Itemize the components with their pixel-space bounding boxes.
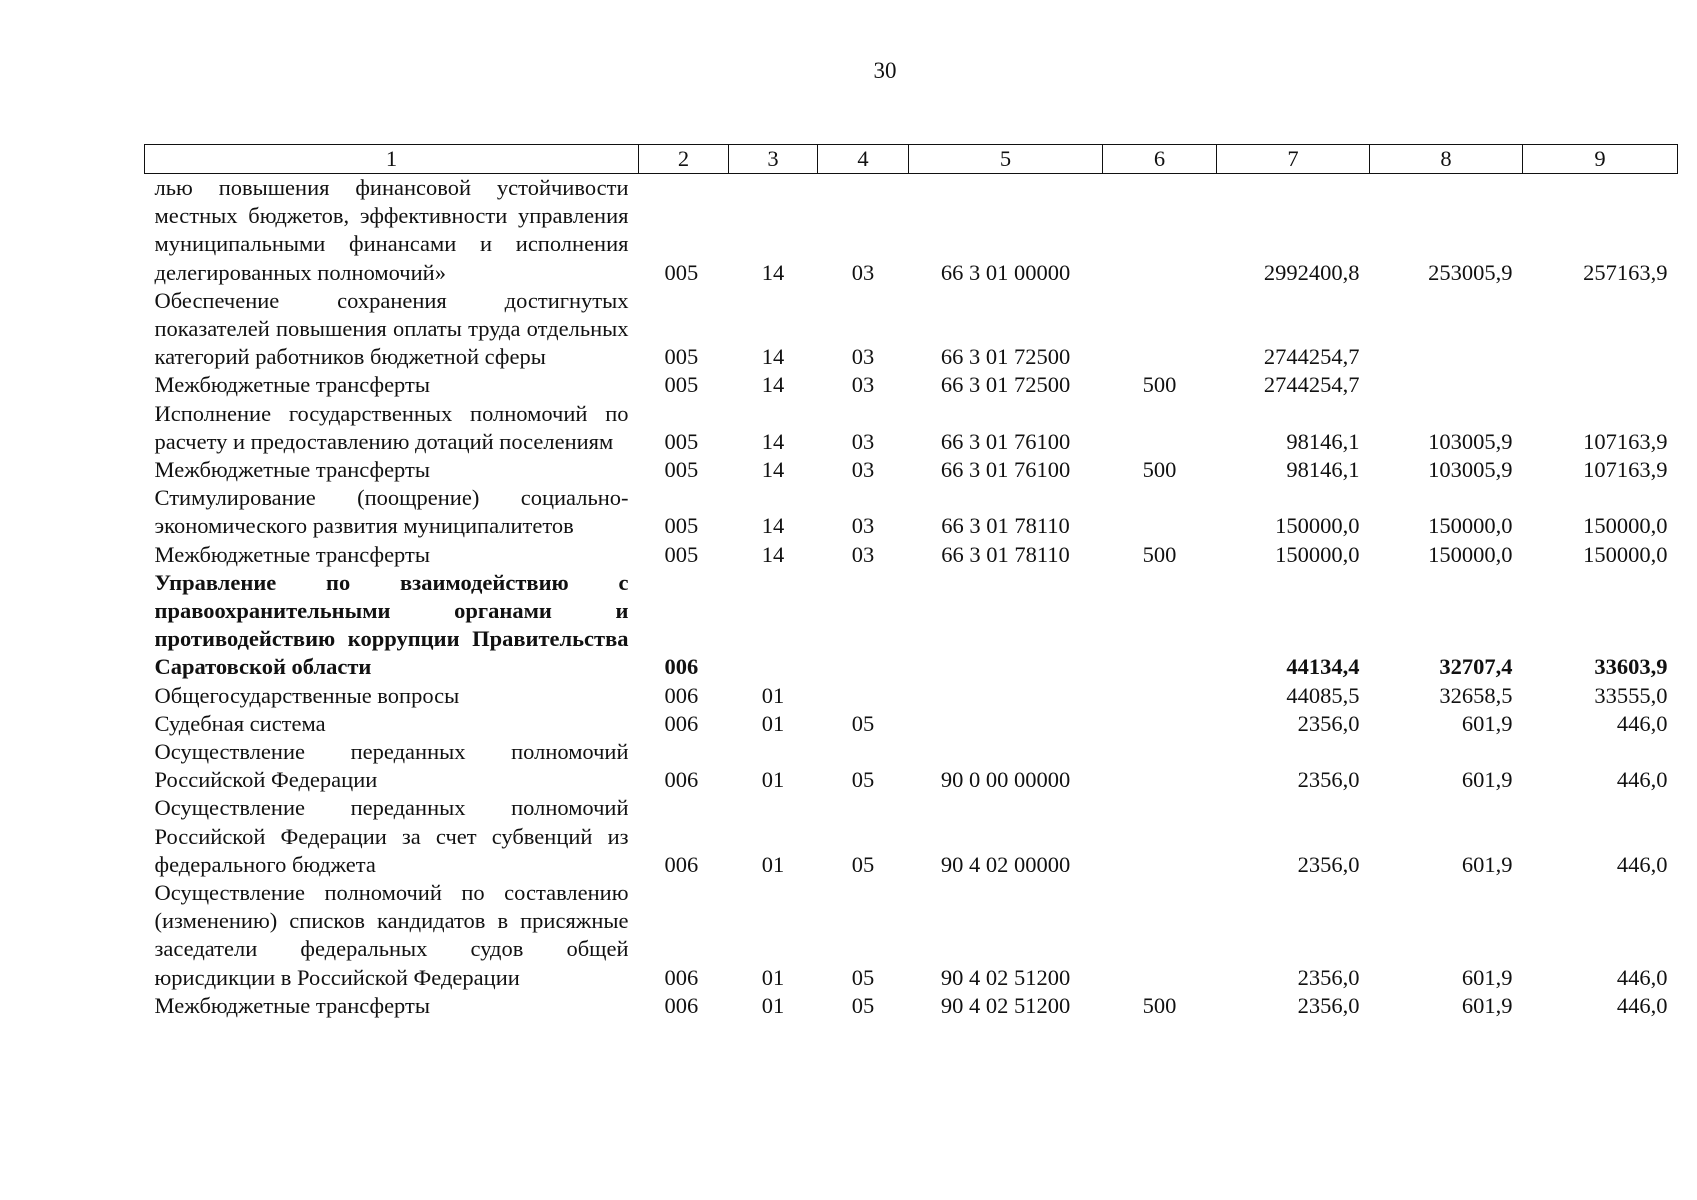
- expense-type-cell: [1103, 710, 1217, 738]
- amount-year3-cell: 446,0: [1616, 851, 1668, 877]
- amount-year3-cell: 446,0: [1616, 964, 1668, 990]
- target-article-cell: [909, 710, 1103, 738]
- section-code-cell: 14: [761, 344, 785, 370]
- subsection-code-cell: [818, 569, 909, 682]
- row-name-cell: Осуществление полномочий по составлению (изменению) списков кандидатов в присяжные заседатели федеральных судов общей юрисдикции в Российской Федерации: [154, 880, 629, 990]
- amount-year2-cell: [1370, 371, 1523, 399]
- row-name-cell: Исполнение государственных полномочий по расчету и предоставлению дотаций поселениям: [154, 400, 629, 454]
- amount-year3-cell: 150000,0: [1583, 513, 1668, 539]
- expense-type-cell: 500: [1142, 541, 1177, 567]
- ministry-code-cell: 005: [664, 344, 699, 370]
- amount-year1-cell: 98146,1: [1286, 428, 1360, 454]
- section-code-cell: 01: [761, 767, 785, 793]
- amount-year2-cell: 601,9: [1461, 964, 1513, 990]
- subsection-code-cell: 03: [851, 513, 875, 539]
- section-code-cell: 14: [761, 372, 785, 398]
- ministry-code-cell: 006: [664, 767, 699, 793]
- subsection-code-cell: [818, 682, 909, 710]
- amount-year1-cell: 2356,0: [1297, 992, 1360, 1018]
- amount-year2-cell: 601,9: [1461, 767, 1513, 793]
- amount-year1-cell: 2992400,8: [1263, 259, 1360, 285]
- subsection-code-cell: 03: [851, 457, 875, 483]
- amount-year1-cell: 150000,0: [1275, 541, 1360, 567]
- page-number: 30: [873, 58, 897, 83]
- target-article-cell: 66 3 01 78110: [941, 513, 1070, 539]
- table-row: [145, 287, 1678, 372]
- target-article-cell: 90 4 02 00000: [940, 851, 1071, 877]
- table-row: [145, 710, 1678, 738]
- subsection-code-cell: 03: [851, 344, 875, 370]
- amount-year2-cell: 32658,5: [1439, 682, 1513, 708]
- row-name-cell: Межбюджетные трансферты: [154, 992, 430, 1018]
- target-article-cell: [909, 569, 1103, 682]
- target-article-cell: 66 3 01 76100: [940, 428, 1071, 454]
- ministry-code-cell: 006: [664, 851, 699, 877]
- table-row: [145, 992, 1678, 1020]
- amount-year3-cell: 107163,9: [1583, 457, 1668, 483]
- expense-type-cell: [1103, 569, 1217, 682]
- expense-type-cell: 500: [1142, 372, 1177, 398]
- target-article-cell: 90 4 02 51200: [940, 992, 1071, 1018]
- row-name-cell: Стимулирование (поощрение) социально-экономического развития муниципалитетов: [154, 485, 629, 539]
- ministry-code-cell: 005: [664, 428, 699, 454]
- amount-year1-cell: 2744254,7: [1263, 344, 1360, 370]
- expense-type-cell: [1103, 174, 1217, 287]
- amount-year1-cell: 2356,0: [1297, 851, 1360, 877]
- section-code-cell: 14: [761, 457, 785, 483]
- subsection-code-cell: 03: [851, 428, 875, 454]
- amount-year1-cell: 98146,1: [1286, 457, 1360, 483]
- ministry-code-cell: 005: [664, 457, 699, 483]
- section-code-cell: 01: [761, 992, 785, 1018]
- subsection-code-cell: 05: [851, 992, 875, 1018]
- ministry-code-cell: 005: [664, 541, 699, 567]
- expense-type-cell: [1103, 682, 1217, 710]
- amount-year2-cell: 253005,9: [1428, 259, 1513, 285]
- column-header-2: 2: [639, 145, 729, 174]
- amount-year3-cell: 150000,0: [1583, 541, 1668, 567]
- section-code-cell: 01: [761, 710, 785, 736]
- target-article-cell: 66 3 01 78110: [941, 541, 1070, 567]
- table-row: [145, 456, 1678, 484]
- row-name-cell: лью повышения финансовой устойчивости местных бюджетов, эффективности управления муниципальными финансами и исполнения делегированных полномочий»: [154, 175, 629, 285]
- amount-year2-cell: 103005,9: [1428, 457, 1513, 483]
- expense-type-cell: 500: [1142, 457, 1177, 483]
- table-row: [145, 879, 1678, 992]
- section-code-cell: 14: [761, 428, 785, 454]
- subsection-code-cell: 05: [851, 964, 875, 990]
- section-code-cell: 01: [761, 682, 785, 708]
- table-row: [145, 400, 1678, 456]
- section-code-cell: 14: [761, 259, 785, 285]
- table-row: [145, 541, 1678, 569]
- ministry-code-cell: 006: [664, 654, 699, 680]
- amount-year3-cell: 257163,9: [1583, 259, 1668, 285]
- row-name-cell: Осуществление переданных полномочий Российской Федерации за счет субвенций из федерального бюджета: [154, 795, 629, 877]
- amount-year3-cell: [1523, 371, 1678, 399]
- row-name-cell: Межбюджетные трансферты: [154, 457, 430, 483]
- row-name-cell: Управление по взаимодействию с правоохранительными органами и противодействию коррупции Правительства Саратовской области: [154, 569, 629, 680]
- expense-type-cell: [1103, 879, 1217, 992]
- amount-year1-cell: 2356,0: [1297, 710, 1360, 736]
- amount-year2-cell: 601,9: [1461, 992, 1513, 1018]
- amount-year2-cell: 601,9: [1461, 851, 1513, 877]
- expense-type-cell: [1103, 484, 1217, 540]
- amount-year2-cell: 150000,0: [1428, 513, 1513, 539]
- row-name-cell: Межбюджетные трансферты: [154, 372, 430, 398]
- row-name-cell: Судебная система: [154, 710, 326, 736]
- target-article-cell: 66 3 01 72500: [940, 344, 1071, 370]
- amount-year3-cell: 446,0: [1616, 767, 1668, 793]
- target-article-cell: [909, 682, 1103, 710]
- amount-year2-cell: 601,9: [1461, 710, 1513, 736]
- subsection-code-cell: 03: [851, 541, 875, 567]
- amount-year1-cell: 2744254,7: [1263, 372, 1360, 398]
- subsection-code-cell: 03: [851, 372, 875, 398]
- expense-type-cell: [1103, 400, 1217, 456]
- expense-type-cell: [1103, 738, 1217, 794]
- amount-year3-cell: 446,0: [1616, 710, 1668, 736]
- target-article-cell: 90 0 00 00000: [940, 767, 1071, 793]
- expense-type-cell: 500: [1142, 992, 1177, 1018]
- column-header-1: 1: [145, 145, 639, 174]
- section-code-cell: 14: [761, 513, 785, 539]
- subsection-code-cell: 03: [851, 259, 875, 285]
- expense-type-cell: [1103, 794, 1217, 879]
- section-code-cell: [729, 569, 818, 682]
- amount-year1-cell: 2356,0: [1297, 964, 1360, 990]
- amount-year1-cell: 44085,5: [1286, 682, 1360, 708]
- subsection-code-cell: 05: [851, 767, 875, 793]
- column-header-4: 4: [818, 145, 909, 174]
- amount-year3-cell: 446,0: [1616, 992, 1668, 1018]
- table-row: [145, 738, 1678, 794]
- ministry-code-cell: 006: [664, 992, 699, 1018]
- target-article-cell: 66 3 01 00000: [940, 259, 1071, 285]
- amount-year1-cell: 2356,0: [1297, 767, 1360, 793]
- column-header-7: 7: [1217, 145, 1370, 174]
- expense-type-cell: [1103, 287, 1217, 372]
- amount-year3-cell: 107163,9: [1583, 428, 1668, 454]
- target-article-cell: 66 3 01 72500: [940, 372, 1071, 398]
- column-header-8: 8: [1370, 145, 1523, 174]
- column-header-3: 3: [729, 145, 818, 174]
- subsection-code-cell: 05: [851, 710, 875, 736]
- section-code-cell: 14: [761, 541, 785, 567]
- table-row: [145, 484, 1678, 540]
- amount-year2-cell: 150000,0: [1428, 541, 1513, 567]
- table-row: [145, 682, 1678, 710]
- table-row: [145, 174, 1678, 287]
- ministry-code-cell: 005: [664, 372, 699, 398]
- table-body: [145, 174, 1678, 1021]
- row-name-cell: Обеспечение сохранения достигнутых показателей повышения оплаты труда отдельных категорий работников бюджетной сферы: [154, 287, 629, 370]
- amount-year3-cell: [1523, 287, 1678, 372]
- subsection-code-cell: 05: [851, 851, 875, 877]
- target-article-cell: 90 4 02 51200: [940, 964, 1071, 990]
- table-row: [145, 794, 1678, 879]
- column-header-6: 6: [1103, 145, 1217, 174]
- target-article-cell: 66 3 01 76100: [940, 457, 1071, 483]
- amount-year3-cell: 33603,9: [1594, 654, 1668, 680]
- row-name-cell: Осуществление переданных полномочий Российской Федерации: [154, 739, 629, 793]
- amount-year2-cell: [1370, 287, 1523, 372]
- ministry-code-cell: 006: [664, 710, 699, 736]
- amount-year1-cell: 150000,0: [1275, 513, 1360, 539]
- column-header-5: 5: [909, 145, 1103, 174]
- row-name-cell: Межбюджетные трансферты: [154, 541, 430, 567]
- ministry-code-cell: 006: [664, 682, 699, 708]
- amount-year1-cell: 44134,4: [1286, 654, 1360, 680]
- row-name-cell: Общегосударственные вопросы: [154, 682, 460, 708]
- ministry-code-cell: 006: [664, 964, 699, 990]
- ministry-code-cell: 005: [664, 259, 699, 285]
- ministry-code-cell: 005: [664, 513, 699, 539]
- budget-table: [144, 144, 1678, 1020]
- section-code-cell: 01: [761, 964, 785, 990]
- table-row: [145, 569, 1678, 682]
- table-header-row: [145, 145, 1678, 174]
- amount-year2-cell: 103005,9: [1428, 428, 1513, 454]
- amount-year2-cell: 32707,4: [1439, 654, 1513, 680]
- column-header-9: 9: [1523, 145, 1678, 174]
- section-code-cell: 01: [761, 851, 785, 877]
- amount-year3-cell: 33555,0: [1594, 682, 1668, 708]
- table-row: [145, 371, 1678, 399]
